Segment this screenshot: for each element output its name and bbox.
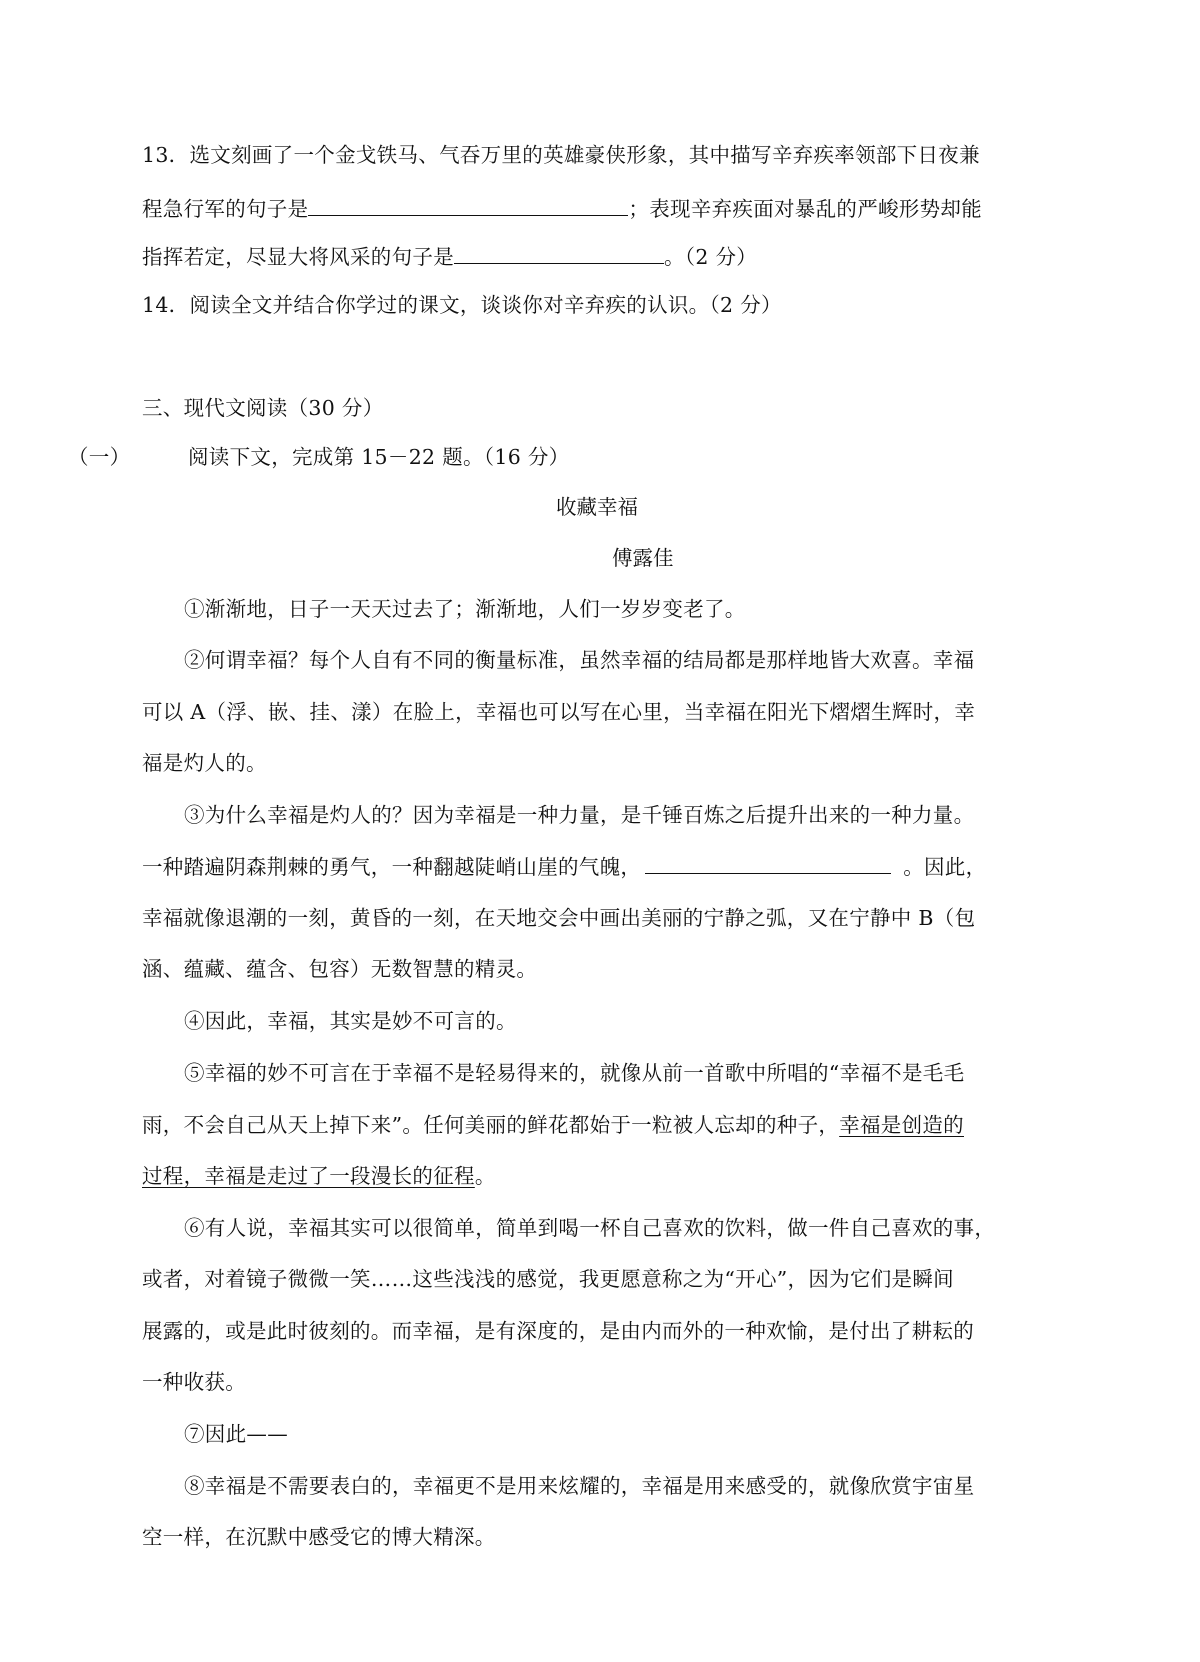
paragraph-5-text-2a: 雨，不会自己从天上掉下来”。任何美丽的鲜花都始于一粒被人忘却的种子，	[142, 1113, 840, 1137]
q14-text: 14．阅读全文并结合你学过的课文，谈谈你对辛弃疾的认识。（2 分）	[142, 293, 782, 317]
article-title	[556, 492, 638, 522]
q13-text-3b: 。（2 分）	[664, 245, 758, 269]
paragraph-1-text: ①渐渐地，日子一天天过去了；渐渐地，人们一岁岁变老了。	[184, 597, 746, 621]
article-author	[612, 543, 674, 573]
paragraph-5-line-3	[142, 1161, 496, 1191]
subsection-label	[68, 442, 130, 472]
q13-text-2b: ；表现辛弃疾面对暴乱的严峻形势却能	[628, 197, 983, 221]
paragraph-4	[184, 1006, 517, 1036]
paragraph-2-line-1	[184, 645, 974, 675]
paragraph-3-text-3: 幸福就像退潮的一刻，黄昏的一刻，在天地交会中画出美丽的宁静之弧，又在宁静中 B（包	[142, 906, 976, 930]
paragraph-8-text-2: 空一样，在沉默中感受它的博大精深。	[142, 1525, 496, 1549]
paragraph-3-text-2b: 。因此，	[903, 855, 987, 879]
paragraph-5-text-3b: 。	[474, 1164, 496, 1188]
q13-line-2	[142, 193, 982, 224]
q13-text-2a: 程急行军的句子是	[142, 197, 309, 221]
paragraph-3-line-1	[184, 800, 974, 830]
paragraph-8-text-1: ⑧幸福是不需要表白的，幸福更不是用来炫耀的，幸福是用来感受的，就像欣赏宇宙星	[184, 1474, 975, 1498]
paragraph-4-text: ④因此，幸福，其实是妙不可言的。	[184, 1009, 517, 1033]
paragraph-3-answer-blank[interactable]	[645, 851, 891, 874]
paragraph-6-line-3	[142, 1316, 974, 1346]
paragraph-6-text-3: 展露的，或是此时彼刻的。而幸福，是有深度的，是由内而外的一种欢愉，是付出了耕耘的	[142, 1319, 974, 1343]
paragraph-6-text-2: 或者，对着镜子微微一笑……这些浅浅的感觉，我更愿意称之为“开心”，因为它们是瞬间	[142, 1267, 954, 1291]
q13-text-3a: 指挥若定，尽显大将风采的句子是	[142, 245, 454, 269]
paragraph-7-text: ⑦因此——	[184, 1422, 288, 1446]
q13-answer-blank-1[interactable]	[308, 193, 628, 216]
q14-line-1	[142, 290, 782, 320]
paragraph-5-line-1	[184, 1058, 964, 1088]
paragraph-2-text-3: 福是灼人的。	[142, 751, 267, 775]
q13-line-3	[142, 241, 757, 272]
q13-line-1	[142, 140, 980, 170]
paragraph-5-underlined-1: 幸福是创造的	[839, 1113, 964, 1137]
paragraph-3-line-2	[142, 851, 986, 882]
paragraph-7	[184, 1419, 288, 1449]
paragraph-5-text-1: ⑤幸福的妙不可言在于幸福不是轻易得来的，就像从前一首歌中所唱的“幸福不是毛毛	[184, 1061, 965, 1085]
paragraph-3-text-4: 涵、蕴藏、蕴含、包容）无数智慧的精灵。	[142, 957, 538, 981]
paragraph-3-text-2a: 一种踏遍阴森荆棘的勇气，一种翻越陡峭山崖的气魄，	[142, 855, 642, 879]
paragraph-2-line-2	[142, 697, 975, 727]
paragraph-2-text-2: 可以 A（浮、嵌、挂、漾）在脸上，幸福也可以写在心里，当幸福在阳光下熠熠生辉时，幸	[142, 700, 976, 724]
subsection-instruction	[188, 442, 569, 472]
subsection-label-text: （一）	[68, 445, 131, 469]
paragraph-6-text-4: 一种收获。	[142, 1370, 246, 1394]
article-author-text: 傅露佳	[612, 546, 674, 570]
paragraph-2-line-3	[142, 748, 267, 778]
paragraph-8-line-1	[184, 1471, 974, 1501]
paragraph-6-line-2	[142, 1264, 954, 1294]
paragraph-3-line-3	[142, 903, 975, 933]
paragraph-5-line-2	[142, 1110, 964, 1140]
paragraph-2-text-1: ②何谓幸福？每个人自有不同的衡量标准，虽然幸福的结局都是那样地皆大欢喜。幸福	[184, 648, 975, 672]
subsection-instruction-text: 阅读下文，完成第 15－22 题。（16 分）	[188, 445, 570, 469]
section-heading	[142, 393, 384, 423]
q13-text-1: 13．选文刻画了一个金戈铁马、气吞万里的英雄豪侠形象，其中描写辛弃疾率领部下日夜兼	[142, 143, 980, 167]
paragraph-6-text-1: ⑥有人说，幸福其实可以很简单，简单到喝一杯自己喜欢的饮料，做一件自己喜欢的事，	[184, 1216, 996, 1240]
paragraph-1	[184, 594, 746, 624]
article-title-text: 收藏幸福	[556, 495, 638, 519]
paragraph-3-line-4	[142, 954, 537, 984]
q13-answer-blank-2[interactable]	[454, 241, 664, 264]
paragraph-5-underlined-2: 过程，幸福是走过了一段漫长的征程	[142, 1164, 475, 1188]
paragraph-6-line-4	[142, 1367, 246, 1397]
section-heading-text: 三、现代文阅读（30 分）	[142, 396, 384, 420]
paragraph-3-text-1: ③为什么幸福是灼人的？因为幸福是一种力量，是千锤百炼之后提升出来的一种力量。	[184, 803, 975, 827]
paragraph-8-line-2	[142, 1522, 496, 1552]
paragraph-6-line-1	[184, 1213, 995, 1243]
